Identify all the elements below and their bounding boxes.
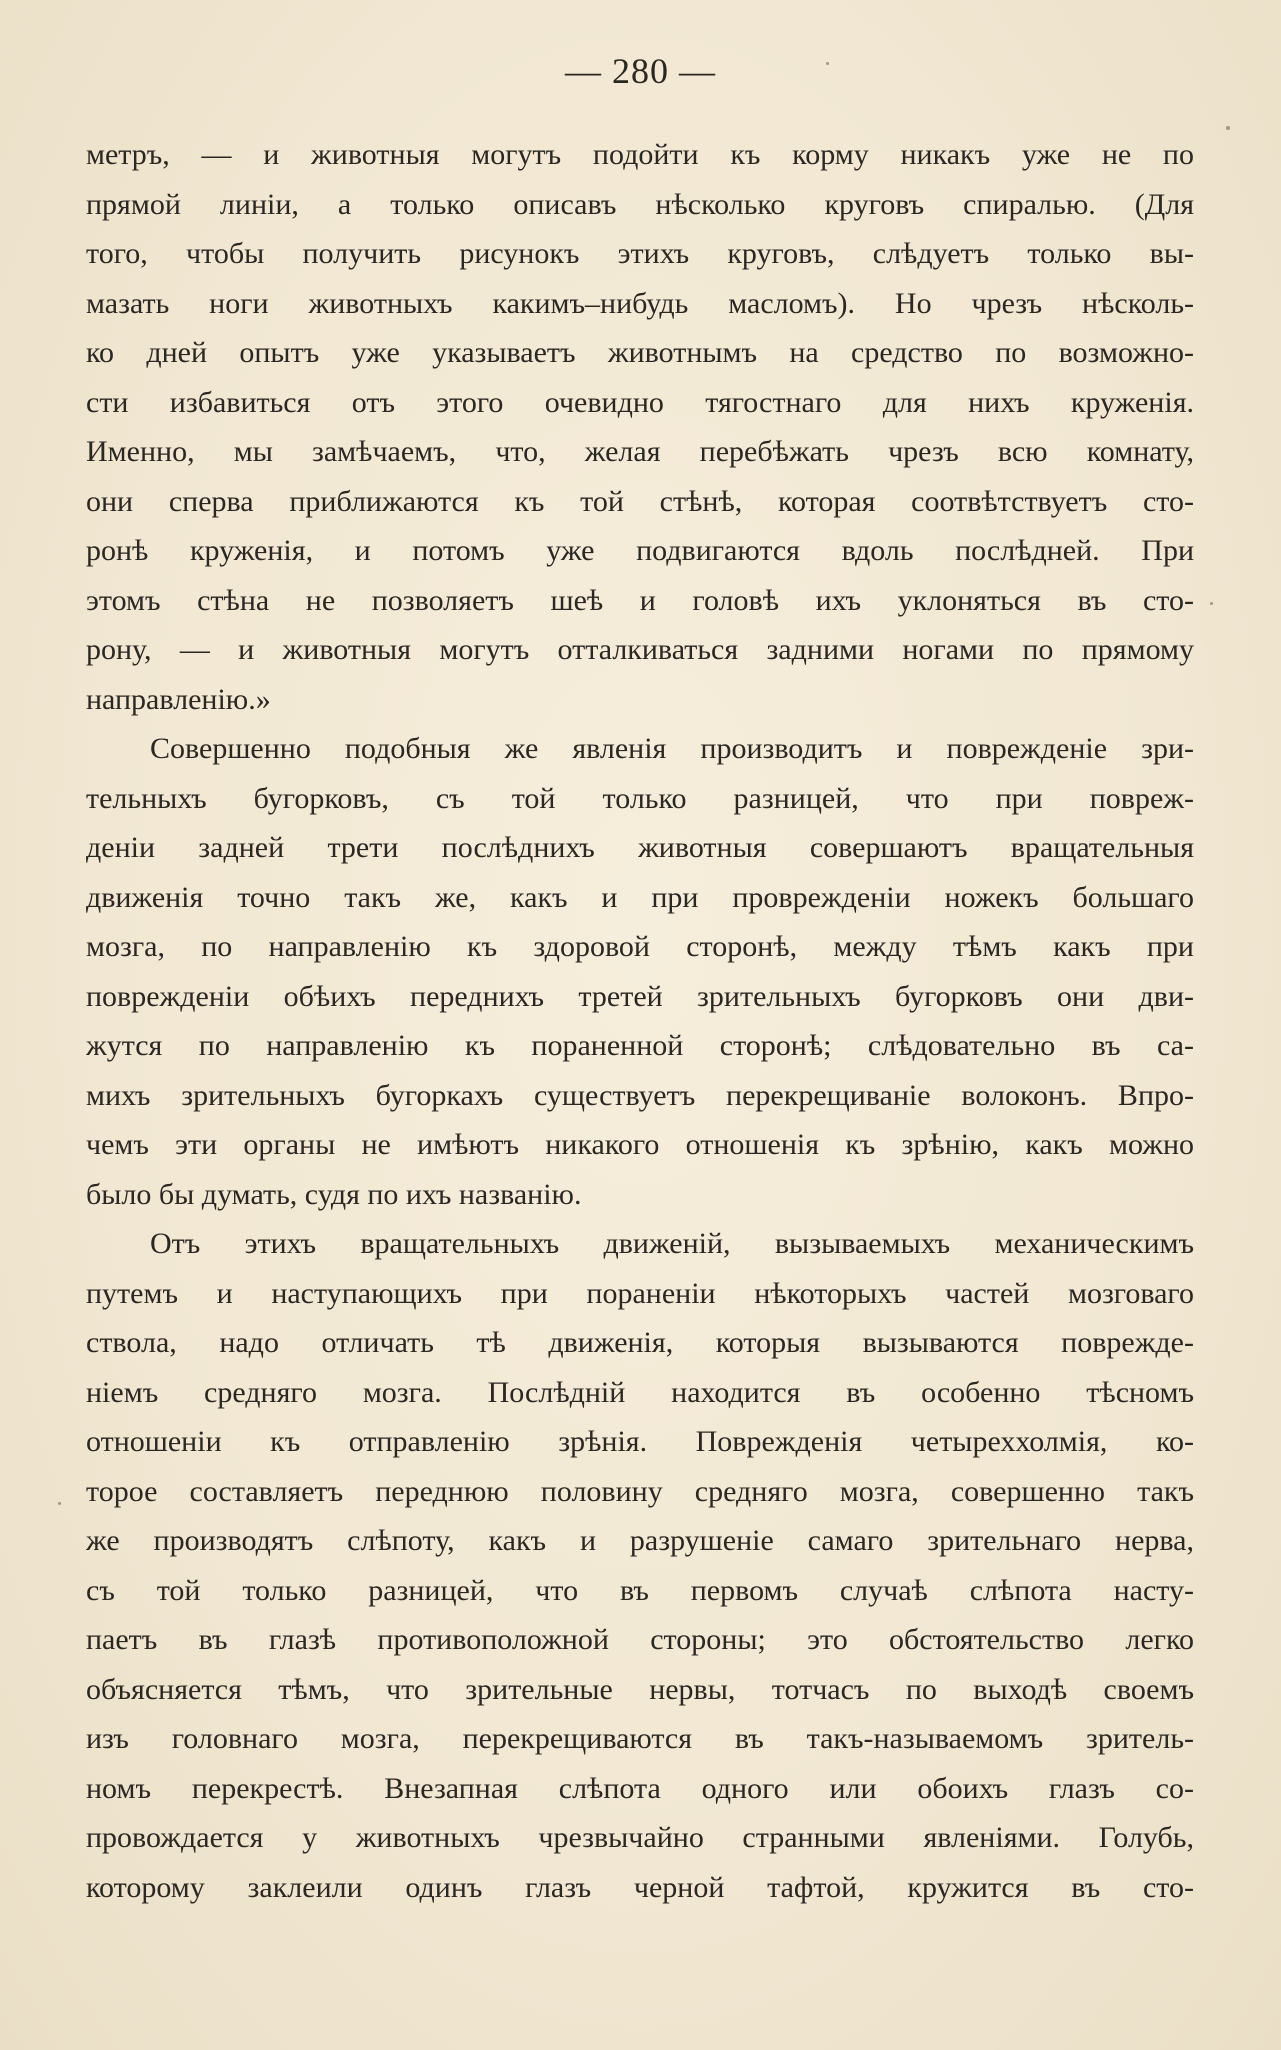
paragraph-2 bbox=[86, 724, 1194, 1219]
paragraph-3 bbox=[86, 1219, 1194, 1912]
text-line: прямой линіи, а только описавъ нѣсколько круговъ спиралью. (Для bbox=[86, 187, 1194, 221]
text-line: изъ головнаго мозга, перекрещиваются въ такъ-называемомъ зритель- bbox=[86, 1722, 1194, 1755]
text-line: ствола, надо отличать тѣ движенія, которыя вызываются поврежде- bbox=[86, 1326, 1194, 1359]
text-line: Совершенно подобныя же явленія производитъ и поврежденіе зри- bbox=[150, 732, 1194, 765]
paragraph-1 bbox=[86, 130, 1194, 724]
paper-speck bbox=[1226, 126, 1230, 130]
text-line: ніемъ средняго мозга. Послѣдній находится въ особенно тѣсномъ bbox=[86, 1375, 1194, 1409]
paper-speck bbox=[826, 62, 829, 65]
text-line: ко дней опытъ уже указываетъ животнымъ на средство по возможно- bbox=[86, 336, 1194, 369]
text-line: сти избавиться отъ этого очевидно тягостнаго для нихъ круженія. bbox=[86, 385, 1194, 419]
text-line: движенія точно такъ же, какъ и при проврежденіи ножекъ большаго bbox=[86, 880, 1194, 914]
text-line: михъ зрительныхъ бугоркахъ существуетъ перекрещиваніе волоконъ. Впро- bbox=[86, 1078, 1194, 1112]
text-line: съ той только разницей, что въ первомъ случаѣ слѣпота насту- bbox=[86, 1573, 1194, 1607]
paper-speck bbox=[1210, 602, 1213, 605]
text-line: паетъ въ глазѣ противоположной стороны; это обстоятельство легко bbox=[86, 1623, 1194, 1656]
text-line: мозга, по направленію къ здоровой сторонѣ, между тѣмъ какъ при bbox=[86, 930, 1194, 963]
text-line: ронѣ круженія, и потомъ уже подвигаются вдоль послѣдней. При bbox=[86, 534, 1194, 567]
text-line: деніи задней трети послѣднихъ животныя совершаютъ вращательныя bbox=[86, 831, 1194, 864]
text-line: номъ перекрестѣ. Внезапная слѣпота одного или обоихъ глазъ со- bbox=[86, 1771, 1194, 1805]
text-line: Именно, мы замѣчаемъ, что, желая перебѣжать чрезъ всю комнату, bbox=[86, 435, 1194, 468]
text-line: объясняется тѣмъ, что зрительные нервы, тотчасъ по выходѣ своемъ bbox=[86, 1672, 1194, 1706]
body-text bbox=[86, 130, 1194, 1912]
text-line: было бы думать, судя по ихъ названію. bbox=[86, 1177, 582, 1211]
text-line: тельныхъ бугорковъ, съ той только разницей, что при повреж- bbox=[86, 781, 1194, 815]
text-line: поврежденіи обѣихъ переднихъ третей зрительныхъ бугорковъ они дви- bbox=[86, 979, 1194, 1013]
page-number: — 280 — bbox=[565, 51, 716, 91]
text-line: метръ, — и животныя могутъ подойти къ корму никакъ уже не по bbox=[86, 138, 1194, 171]
text-line: Отъ этихъ вращательныхъ движеній, вызываемыхъ механическимъ bbox=[150, 1227, 1194, 1260]
text-line: провождается у животныхъ чрезвычайно странными явленіями. Голубь, bbox=[86, 1821, 1194, 1854]
text-line: этомъ стѣна не позволяетъ шеѣ и головѣ ихъ уклоняться въ сто- bbox=[86, 583, 1194, 617]
text-line: которому заклеили одинъ глазъ черной тафтой, кружится въ сто- bbox=[86, 1870, 1194, 1904]
text-line: путемъ и наступающихъ при пораненіи нѣкоторыхъ частей мозговаго bbox=[86, 1276, 1194, 1310]
paper-speck bbox=[58, 1502, 61, 1505]
text-line: направленію.» bbox=[86, 682, 271, 716]
text-line: они сперва приближаются къ той стѣнѣ, которая соотвѣтствуетъ сто- bbox=[86, 484, 1194, 518]
text-line: того, чтобы получить рисунокъ этихъ круговъ, слѣдуетъ только вы- bbox=[86, 237, 1194, 270]
text-line: мазать ноги животныхъ какимъ–нибудь масломъ). Но чрезъ нѣсколь- bbox=[86, 286, 1194, 320]
text-line: жутся по направленію къ пораненной сторонѣ; слѣдовательно въ са- bbox=[86, 1029, 1194, 1062]
text-line: отношеніи къ отправленію зрѣнія. Поврежденія четыреххолмія, ко- bbox=[86, 1425, 1194, 1458]
text-line: чемъ эти органы не имѣютъ никакого отношенія къ зрѣнію, какъ можно bbox=[86, 1128, 1194, 1161]
text-line: торое составляетъ переднюю половину средняго мозга, совершенно такъ bbox=[86, 1474, 1194, 1508]
text-line: же производятъ слѣпоту, какъ и разрушеніе самаго зрительнаго нерва, bbox=[86, 1524, 1194, 1557]
text-line: рону, — и животныя могутъ отталкиваться задними ногами по прямому bbox=[86, 633, 1194, 666]
